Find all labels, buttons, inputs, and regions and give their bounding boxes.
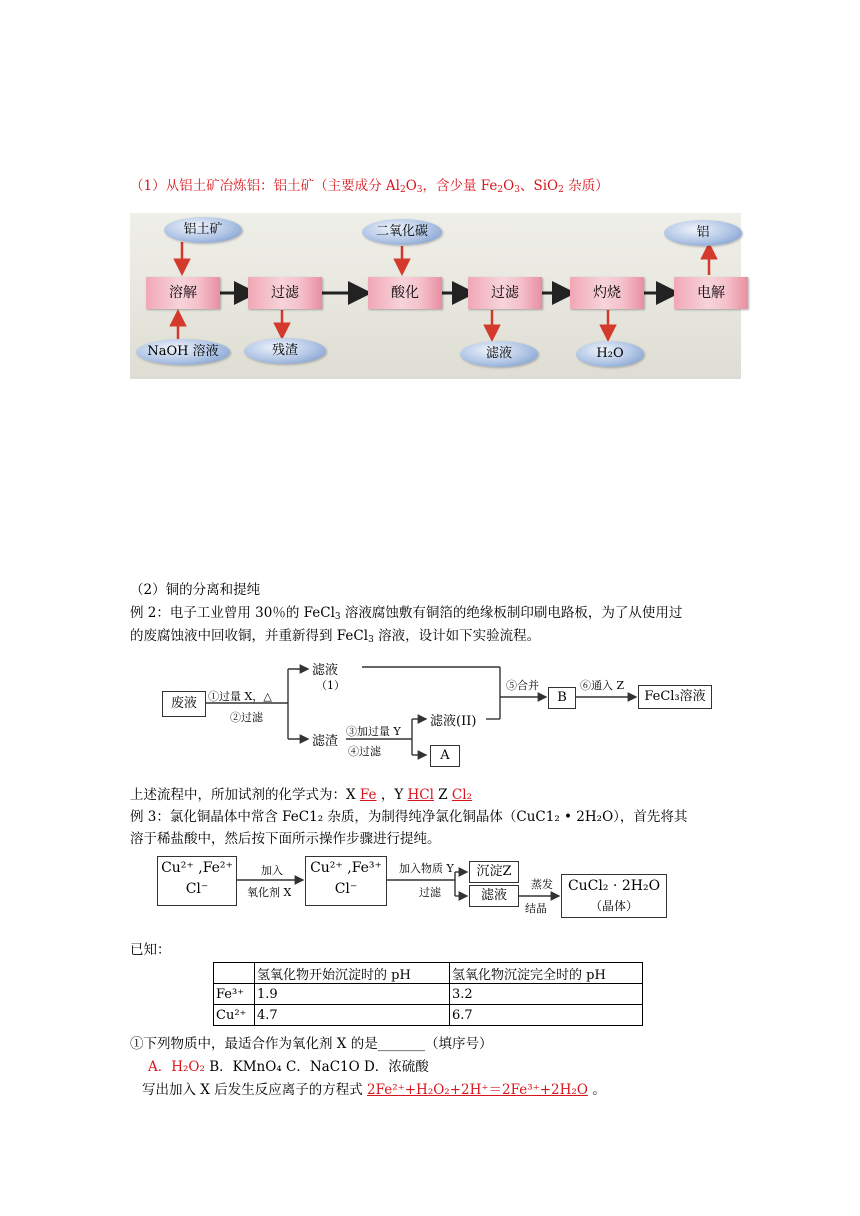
heading-part: ，含少量 Fe [422, 178, 498, 194]
example3-line2: 溶于稀盐酸中，然后按下面所示操作步骤进行提纯。 [130, 831, 441, 847]
waste-liquid-box: 废液 [162, 691, 206, 717]
residue-label: 滤渣 [312, 734, 339, 749]
step-acidify: 酸化 [368, 277, 442, 309]
example3-line1: 例 3：氯化铜晶体中常含 FeC1₂ 杂质，为制得纯净氯化铜晶体（CuC1₂ • 2H₂O），首先将其 [130, 809, 688, 825]
fecl3-product-box: FeCl₃溶液 [638, 685, 712, 709]
table-row [214, 1005, 643, 1026]
ion-cell: Cu²⁺ [214, 1005, 255, 1026]
answer-z: Cl₂ [451, 787, 472, 803]
text: 溶液，设计如下实验流程。 [373, 628, 541, 644]
heading-part: 、SiO [519, 178, 559, 194]
heading-part: 杂质） [563, 178, 609, 194]
text: 写出加入 X 后发生反应离子的方程式 [142, 1082, 367, 1098]
table-row [214, 984, 643, 1005]
ph-table [213, 962, 643, 1026]
input-co2: 二氧化碳 [362, 219, 442, 245]
table-header-cell: 氢氧化物开始沉淀时的 pH [255, 963, 450, 984]
step4-label: ④过滤 [348, 745, 381, 758]
step-calcine: 灼烧 [570, 277, 644, 309]
end-ph-cell: 3.2 [450, 984, 643, 1005]
arrow2-top: 加入物质 Y [399, 862, 454, 875]
ion-cell: Fe³⁺ [214, 984, 255, 1005]
options-rest: B．KMnO₄ C．NaC1O D．浓硫酸 [204, 1059, 429, 1075]
equation-line [142, 1080, 606, 1100]
ions-2-bottom: Cl⁻ [334, 881, 358, 897]
question1: ①下列物质中，最适合作为氧化剂 X 的是_______（填序号） [130, 1036, 493, 1052]
ions-box-2 [305, 856, 387, 906]
heading-part: O [503, 178, 515, 194]
option-a: A．H₂O₂ [148, 1059, 205, 1075]
ions-1-bottom: Cl⁻ [185, 881, 209, 897]
arrow1-bottom: 氧化剂 X [247, 886, 292, 899]
answer-x: Fe [359, 787, 377, 803]
output-water: H₂O [576, 341, 644, 367]
crystal-product-box [561, 874, 667, 918]
box-a: A [430, 745, 460, 767]
sub: 3 [334, 612, 341, 622]
sub: 2 [497, 185, 504, 195]
text: Z [433, 787, 452, 803]
step-electrolysis: 电解 [674, 277, 748, 309]
filtrate2-label: 滤液(II) [430, 714, 477, 729]
output-aluminum: 铝 [664, 220, 742, 246]
sub: 2 [558, 185, 564, 195]
sub: 2 [399, 185, 406, 195]
text: 例 2：电子工业曾用 30％的 FeCl [130, 605, 335, 621]
text: 溶液腐蚀敷有铜箔的绝缘板制印刷电路板，为了从使用过 [340, 605, 683, 621]
step3-label: ③加过量 Y [346, 725, 401, 738]
copper-chloride-flowchart [155, 852, 670, 924]
filtrate1-label: 滤液 [312, 663, 339, 678]
input-bauxite: 铝土矿 [164, 217, 242, 243]
table-header-row [214, 963, 643, 984]
step1-label: ①过量 X，△ [208, 690, 272, 703]
output-filtrate: 滤液 [460, 341, 538, 367]
answer-line [130, 785, 472, 805]
box-b: B [548, 687, 576, 709]
end-ph-cell: 6.7 [450, 1005, 643, 1026]
step-dissolve: 溶解 [146, 277, 220, 309]
text: ，Y [376, 787, 408, 803]
example2-line2 [130, 626, 540, 650]
section2-heading: （2）铜的分离和提纯 [130, 582, 261, 598]
equation-answer: 2Fe²⁺+H₂O₂+2H⁺＝2Fe³⁺+2H₂O [366, 1082, 588, 1098]
output-residue: 残渣 [244, 338, 326, 364]
sub: 3 [416, 185, 423, 195]
product-formula: CuCl₂ · 2H₂O [567, 878, 661, 894]
filtrate1-number: （1） [316, 679, 345, 692]
input-naoh: NaOH 溶液 [136, 339, 230, 365]
arrow3-top: 蒸发 [531, 878, 553, 891]
heading-part: O [405, 178, 417, 194]
answer-y: HCl [407, 787, 434, 803]
step5-label: ⑤合并 [506, 679, 539, 692]
arrow3-bottom: 结晶 [525, 902, 547, 915]
step-filter-1: 过滤 [248, 277, 322, 309]
known-label: 已知： [130, 942, 171, 958]
ions-2-top: Cu²⁺ ,Fe³⁺ [310, 860, 382, 876]
step-filter-2: 过滤 [468, 277, 542, 309]
product-label: （晶体） [589, 899, 638, 913]
example2-line1 [130, 603, 682, 627]
options-line [148, 1057, 429, 1077]
precipitate-z-box: 沉淀Z [469, 861, 519, 883]
start-ph-cell: 4.7 [255, 1005, 450, 1026]
step6-label: ⑥通入 Z [580, 679, 625, 692]
text: 上述流程中，所加试剂的化学式为：X [130, 787, 360, 803]
step2-label: ②过滤 [230, 711, 263, 724]
arrow1-top: 加入 [261, 864, 283, 877]
heading-part: （1）从铝土矿冶炼铝：铝土矿（主要成分 Al [130, 178, 400, 194]
aluminum-process-diagram [130, 213, 741, 379]
text: 的废腐蚀液中回收铜，并重新得到 FeCl [130, 628, 369, 644]
table-header-cell [214, 963, 255, 984]
ions-box-1 [157, 856, 237, 906]
sub: 3 [514, 185, 520, 195]
filtrate-box: 滤液 [469, 885, 519, 907]
start-ph-cell: 1.9 [255, 984, 450, 1005]
arrow2-bottom: 过滤 [419, 886, 441, 899]
sub: 3 [368, 635, 374, 645]
table-header-cell: 氢氧化物沉淀完全时的 pH [450, 963, 643, 984]
section1-heading [130, 176, 609, 200]
ions-1-top: Cu²⁺ ,Fe²⁺ [161, 860, 233, 876]
copper-recovery-flowchart [150, 655, 730, 770]
text: 。 [587, 1082, 606, 1098]
